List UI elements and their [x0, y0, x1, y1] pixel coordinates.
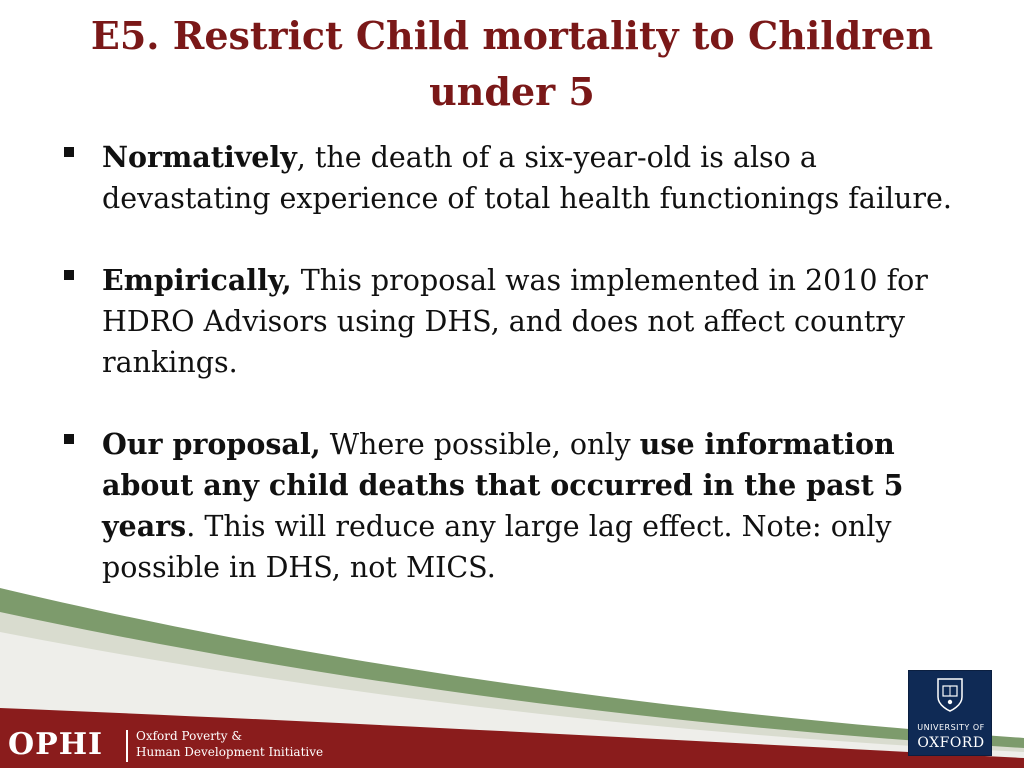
oxford-line2: OXFORD	[917, 735, 985, 751]
ophi-logo: OPHI	[8, 727, 104, 762]
bold-lead: Our proposal,	[102, 427, 321, 461]
oxford-line1: UNIVERSITY OF	[917, 723, 985, 732]
bold-lead: Normatively	[102, 140, 297, 174]
body-text: Where possible, only	[320, 428, 640, 461]
ophi-tagline-line1: Oxford Poverty &	[136, 729, 243, 743]
oxford-logo	[908, 670, 992, 756]
ophi-divider	[126, 730, 128, 762]
bold-lead: Empirically,	[102, 263, 292, 297]
slide-title: E5. Restrict Child mortality to Children under 5	[90, 13, 934, 114]
ophi-tagline	[136, 728, 323, 760]
body-text: This proposal was implemented in 2010 for HDRO Advisors using DHS, and does not affect country rankings.	[102, 264, 928, 379]
bold-emphasis: use information about any child deaths that occurred in the past 5 years	[102, 427, 904, 543]
oxford-crest-icon	[935, 677, 965, 713]
body-text: , the death of a six-year-old is also a devastating experience of total health functionings failure.	[102, 141, 952, 215]
ophi-tagline-line2: Human Development Initiative	[136, 745, 324, 759]
body-text: . This will reduce any large lag effect. Note: only possible in DHS, not MICS.	[102, 510, 892, 584]
